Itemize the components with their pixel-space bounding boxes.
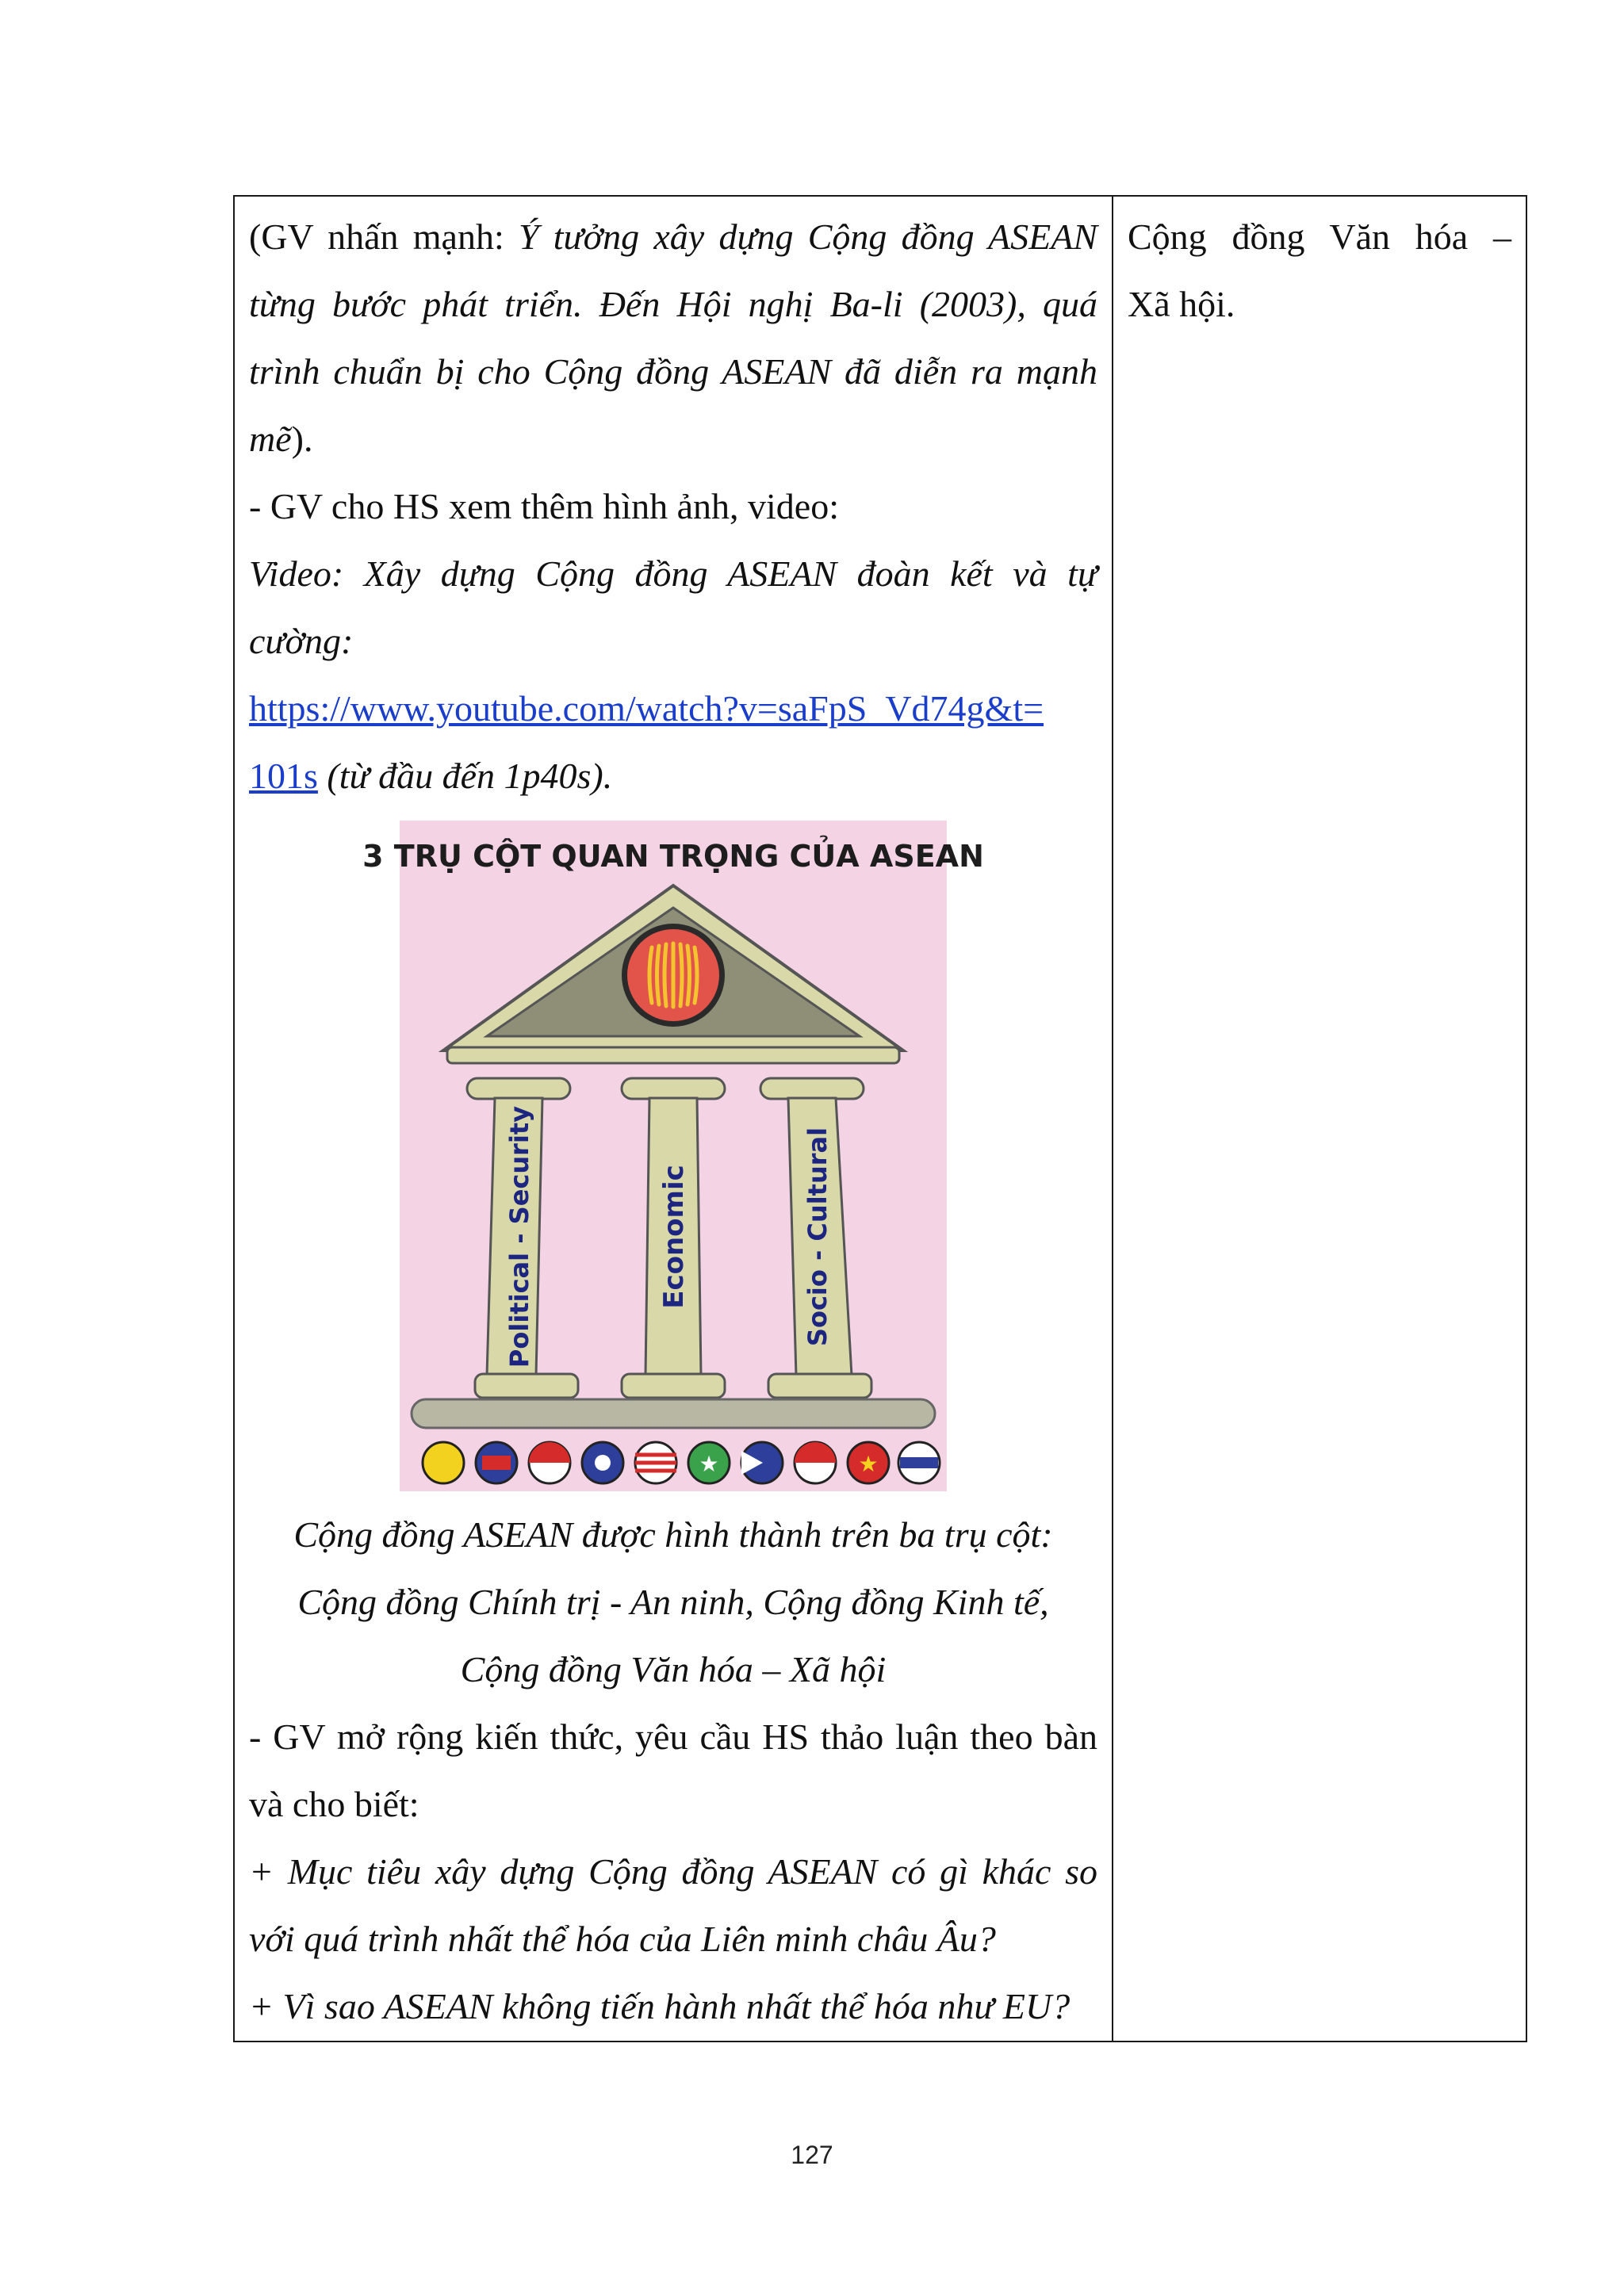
rice-stalks-icon <box>649 943 697 1007</box>
content-line-1: Cộng đồng Văn hóa – <box>1128 216 1511 257</box>
video-link-line-1 <box>249 675 1097 742</box>
question-1-line-1: + Mục tiêu xây dựng Cộng đồng ASEAN có gì khác so <box>249 1851 1097 1892</box>
activity-cell <box>234 196 1113 2042</box>
laos-disc <box>595 1455 611 1471</box>
video-title-line-1: Video: Xây dựng Cộng đồng ASEAN đoàn kết và tự <box>249 553 1097 594</box>
pillar-economic-label: Economic <box>658 1165 690 1309</box>
lesson-table <box>233 195 1527 2042</box>
brunei-flag-icon <box>423 1442 464 1483</box>
cambodia-band <box>482 1456 511 1470</box>
content-cell <box>1113 196 1526 2042</box>
video-intro: - GV cho HS xem thêm hình ảnh, video: <box>249 486 839 526</box>
thailand-band <box>900 1457 938 1468</box>
vietnam-star: ★ <box>858 1452 879 1477</box>
discussion-line-2: và cho biết: <box>249 1784 419 1824</box>
poster-title: 3 TRỤ CỘT QUAN TRỌNG CỦA ASEAN <box>362 839 984 874</box>
temple-base <box>412 1399 935 1428</box>
table-row <box>234 196 1526 2042</box>
roof-beam <box>447 1047 899 1063</box>
pillar-political-label: Political - Security <box>504 1105 534 1368</box>
emphasis-line-1: (GV nhấn mạnh: Ý tưởng xây dựng Cộng đồng ASEAN <box>249 216 1097 257</box>
emphasis-line-2: từng bước phát triển. Đến Hội nghị Ba-li (2003), quá <box>249 284 1097 324</box>
asean-pillars-poster <box>362 821 984 1491</box>
poster-caption-line-1: Cộng đồng ASEAN được hình thành trên ba trụ cột: <box>293 1514 1053 1555</box>
content-line-2: Xã hội. <box>1128 284 1235 324</box>
video-link-line-2: 101s (từ đầu đến 1p40s). <box>249 756 613 796</box>
question-2: + Vì sao ASEAN không tiến hành nhất thể hóa như EU? <box>249 1986 1071 2026</box>
poster-caption-line-3: Cộng đồng Văn hóa – Xã hội <box>460 1649 887 1689</box>
video-link[interactable]: https://www.youtube.com/watch?v=saFpS_Vd74g&t= <box>249 688 1044 729</box>
question-1-line-2: với quá trình nhất thể hóa của Liên minh châu Âu? <box>249 1919 996 1959</box>
poster-caption-line-2: Cộng đồng Chính trị - An ninh, Cộng đồng Kinh tế, <box>297 1582 1049 1622</box>
discussion-line-1: - GV mở rộng kiến thức, yêu cầu HS thảo luận theo bàn <box>249 1716 1097 1757</box>
video-title-line-2: cường: <box>249 621 354 661</box>
asean-poster-wrap <box>249 821 1097 1491</box>
page-number: 127 <box>791 2141 833 2169</box>
emphasis-line-4: mẽ). <box>249 419 313 459</box>
myanmar-star: ★ <box>699 1452 719 1477</box>
pillar-socio-label: Socio - Cultural <box>802 1127 833 1347</box>
emphasis-line-3: trình chuẩn bị cho Cộng đồng ASEAN đã diễn ra mạnh <box>249 351 1097 392</box>
video-link-cont[interactable]: 101s <box>249 756 318 796</box>
